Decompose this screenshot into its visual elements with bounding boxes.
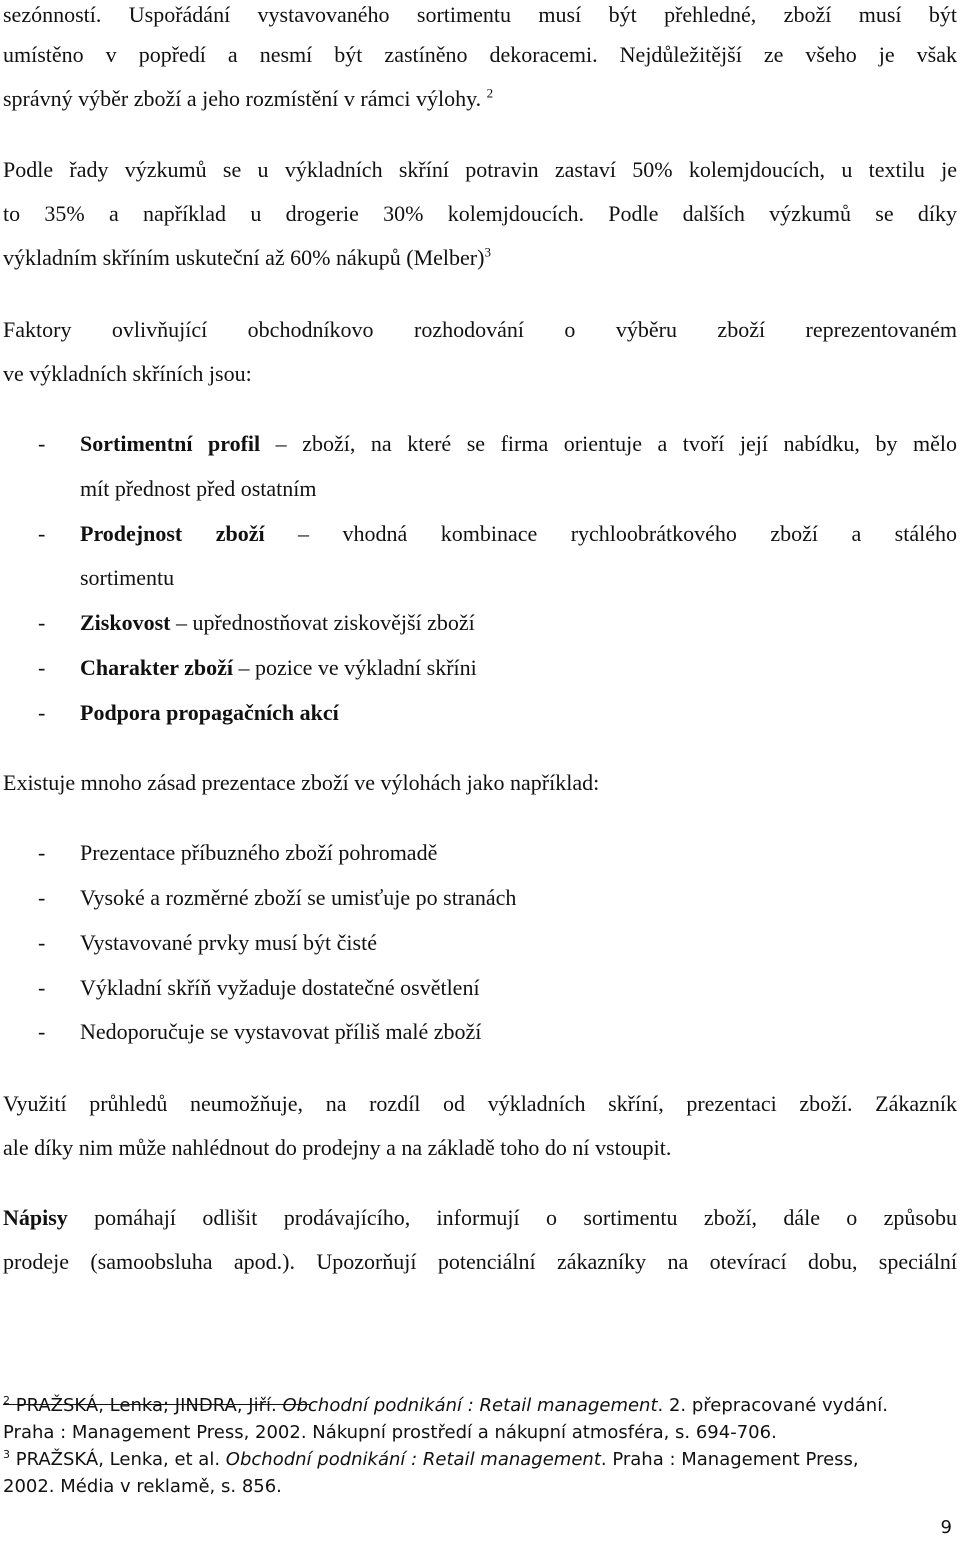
footnote-authors: PRAŽSKÁ, Lenka, et al. — [15, 1449, 226, 1470]
list-item-text — [80, 653, 957, 683]
list-dash: - — [38, 521, 46, 546]
list-item-text — [80, 519, 957, 549]
list-dash: - — [38, 1019, 46, 1044]
list-dash: - — [38, 885, 46, 910]
list-item-term: Ziskovost — [80, 610, 171, 635]
list-item-text: Vysoké a rozměrné zboží se umisťuje po stranách — [80, 885, 517, 910]
list-item-text: Nedoporučuje se vystavovat příliš malé zboží — [80, 1019, 482, 1044]
list-dash: - — [38, 975, 46, 1000]
paragraph-6-line-2: prodeje (samoobsluha apod.). Upozorňují potenciální zákazníky na otevírací dobu, speciální — [3, 1249, 957, 1274]
footnote-title: Obchodní podnikání : Retail management — [225, 1449, 601, 1470]
list-item-continuation-text: sortimentu — [80, 565, 175, 590]
paragraph-6-line-1 — [3, 1203, 957, 1233]
list-dash: - — [38, 655, 46, 680]
footnote-3 — [3, 1446, 957, 1473]
paragraph-6-line-1-text: pomáhají odlišit prodávajícího, informují o sortimentu zboží, dále o způsobu — [67, 1205, 957, 1230]
list-item-text — [80, 698, 957, 728]
list-item-text: Výkladní skříň vyžaduje dostatečné osvětlení — [80, 975, 480, 1000]
list-item-desc: – zboží, na které se firma orientuje a tvoří její nabídku, by mělo — [260, 431, 957, 456]
footnote-rest: . Praha : Management Press, — [600, 1449, 859, 1470]
list-dash: - — [38, 610, 46, 635]
list-item-term: Prodejnost zboží — [80, 521, 265, 546]
list-item-desc: – pozice ve výkladní skříni — [232, 655, 477, 680]
footnote-rest: . 2. přepracované vydání. — [657, 1395, 888, 1416]
list-item-text — [80, 429, 957, 459]
paragraph-5-line-2: ale díky nim může nahlédnout do prodejny a na základě toho do ní vstoupit. — [3, 1135, 672, 1160]
footnote-number: 3 — [3, 1448, 10, 1461]
footnote-3-line-2: 2002. Média v reklamě, s. 856. — [3, 1476, 282, 1497]
footnote-title: Obchodní podnikání : Retail management — [282, 1395, 658, 1416]
list-item-term: Charakter zboží — [80, 655, 233, 680]
list-item-text — [80, 608, 957, 638]
footnote-number: 2 — [3, 1394, 10, 1407]
paragraph-5-line-1: Využití průhledů neumožňuje, na rozdíl od výkladních skříní, prezentaci zboží. Zákazník — [3, 1091, 957, 1116]
paragraph-3-line-1: Faktory ovlivňující obchodníkovo rozhodování o výběru zboží reprezentovaném — [3, 317, 957, 342]
list-dash: - — [38, 840, 46, 865]
page-number: 9 — [940, 1517, 952, 1538]
list-item-desc: – vhodná kombinace rychloobrátkového zboží a stálého — [264, 521, 957, 546]
paragraph-2-line-1: Podle řady výzkumů se u výkladních skříní potravin zastaví 50% kolemjdoucích, u textilu je — [3, 157, 957, 182]
list-item-term: Podpora propagačních akcí — [80, 700, 339, 725]
list-item-desc: – upřednostňovat ziskovější zboží — [170, 610, 475, 635]
list-dash: - — [38, 431, 46, 456]
paragraph-2-line-3 — [3, 243, 957, 273]
list-item-term: Sortimentní profil — [80, 431, 261, 456]
footnote-2 — [3, 1392, 957, 1419]
paragraph-1-line-2: umístěno v popředí a nesmí být zastíněno dekoracemi. Nejdůležitější ze všeho je však — [3, 42, 957, 67]
paragraph-6-term: Nápisy — [3, 1205, 68, 1230]
list-dash: - — [38, 930, 46, 955]
list-item-text: Prezentace příbuzného zboží pohromadě — [80, 840, 438, 865]
footnote-ref-2: 2 — [486, 85, 494, 101]
paragraph-2-line-2: to 35% a například u drogerie 30% kolemjdoucích. Podle dalších výzkumů se díky — [3, 201, 957, 226]
paragraph-1-line-1: sezónností. Uspořádání vystavovaného sortimentu musí být přehledné, zboží musí být — [3, 2, 957, 27]
paragraph-4: Existuje mnoho zásad prezentace zboží ve výlohách jako například: — [3, 770, 600, 795]
paragraph-3-line-2: ve výkladních skříních jsou: — [3, 361, 252, 386]
footnote-authors: PRAŽSKÁ, Lenka; JINDRA, Jiří. — [15, 1395, 283, 1416]
footnote-ref-3: 3 — [484, 244, 491, 260]
list-item-text: Vystavované prvky musí být čisté — [80, 930, 377, 955]
list-item-continuation-text: mít přednost před ostatním — [80, 476, 317, 501]
paragraph-1-line-3 — [3, 84, 957, 114]
paragraph-1-line-3-text: správný výběr zboží a jeho rozmístění v rámci výlohy. — [3, 86, 482, 111]
list-dash: - — [38, 700, 46, 725]
footnote-2-line-2: Praha : Management Press, 2002. Nákupní prostředí a nákupní atmosféra, s. 694-706. — [3, 1422, 777, 1443]
paragraph-2-line-3-text: výkladním skříním uskuteční až 60% nákupů (Melber) — [3, 245, 485, 270]
